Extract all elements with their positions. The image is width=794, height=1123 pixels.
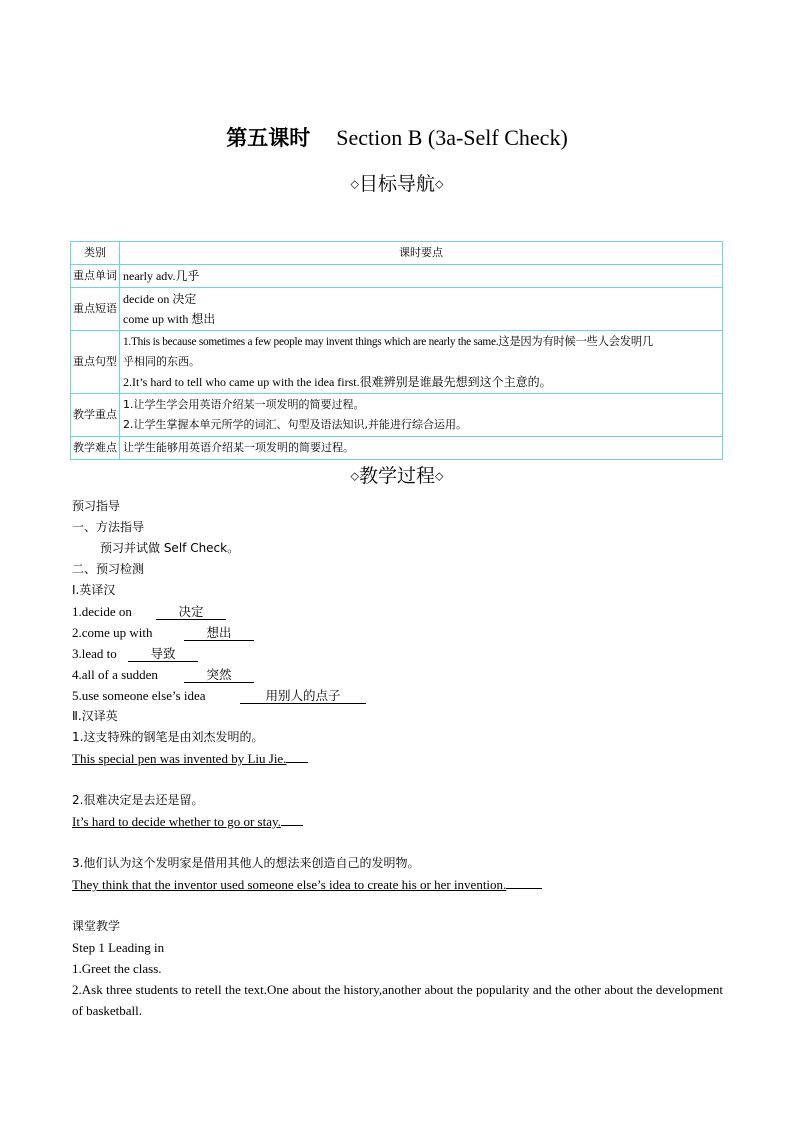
row-line: 让学生能够用英语介绍某一项发明的简要过程。 bbox=[123, 441, 354, 454]
spacer bbox=[72, 832, 723, 853]
check-heading: 二、预习检测 bbox=[72, 562, 145, 576]
translation-answer: It’s hard to decide whether to go or stay. bbox=[72, 814, 281, 829]
row-line: decide on 决定 bbox=[123, 292, 197, 306]
exercise-item bbox=[72, 685, 723, 706]
row-line: 1.让学生学会用英语介绍某一项发明的简要过程。 bbox=[123, 398, 365, 411]
answer-underline-pad bbox=[506, 877, 542, 892]
answer-underline-pad bbox=[286, 751, 308, 766]
objectives-table bbox=[70, 241, 723, 460]
page-title bbox=[0, 124, 794, 153]
exercise-question: 2.come up with bbox=[72, 625, 153, 640]
exercise-question: 3.lead to bbox=[72, 646, 117, 661]
answer-blank: 想出 bbox=[184, 625, 254, 641]
row-line: come up with 想出 bbox=[123, 312, 216, 326]
exercise-item bbox=[72, 622, 723, 643]
table-header-row bbox=[71, 242, 723, 265]
exercise-question: 4.all of a sudden bbox=[72, 667, 158, 682]
step-item: 1.Greet the class. bbox=[72, 961, 162, 976]
diamond-icon: ◇ bbox=[435, 177, 444, 191]
diamond-icon: ◇ bbox=[350, 177, 359, 191]
method-heading: 一、方法指导 bbox=[72, 520, 145, 534]
translation-answer-line bbox=[72, 874, 723, 895]
step-heading: Step 1 Leading in bbox=[72, 940, 165, 955]
row-content bbox=[120, 265, 723, 288]
header-content: 课时要点 bbox=[120, 242, 723, 265]
header-category: 类别 bbox=[71, 242, 120, 265]
row-content bbox=[120, 288, 723, 331]
section-heading-text: 教学过程 bbox=[358, 465, 435, 487]
section-heading-text: 目标导航 bbox=[358, 173, 435, 195]
table-row bbox=[71, 331, 723, 394]
answer-blank: 导致 bbox=[128, 646, 198, 662]
part2-heading: Ⅱ.汉译英 bbox=[72, 709, 118, 723]
part1-heading: Ⅰ.英译汉 bbox=[72, 583, 116, 597]
answer-blank: 用别人的点子 bbox=[240, 688, 366, 704]
title-chinese: 第五课时 bbox=[226, 126, 311, 150]
answer-blank: 突然 bbox=[184, 667, 254, 683]
diamond-icon: ◇ bbox=[350, 469, 359, 483]
row-line: 1.This is because sometimes a few people may invent things which are nearly the same.这是因为有时候一些人会发明几 bbox=[123, 336, 653, 348]
row-line: 乎相同的东西。 bbox=[123, 355, 200, 368]
exercise-question: 1.decide on bbox=[72, 604, 132, 619]
translation-answer: This special pen was invented by Liu Jie. bbox=[72, 751, 287, 766]
section-heading-objectives bbox=[0, 172, 794, 197]
table-row bbox=[71, 288, 723, 331]
exercise-item bbox=[72, 601, 723, 622]
translation-answer-line bbox=[72, 811, 723, 832]
translation-answer: They think that the inventor used someone else’s idea to create his or her invention. bbox=[72, 877, 507, 892]
table-row bbox=[71, 265, 723, 288]
table-row bbox=[71, 437, 723, 460]
section-heading-process bbox=[0, 464, 794, 489]
preview-heading: 预习指导 bbox=[72, 499, 121, 513]
translation-answer-line bbox=[72, 748, 723, 769]
row-category: 重点单词 bbox=[71, 265, 120, 288]
row-line: nearly adv.几乎 bbox=[123, 269, 200, 283]
answer-underline-pad bbox=[281, 814, 303, 829]
answer-blank: 决定 bbox=[156, 604, 226, 620]
class-heading: 课堂教学 bbox=[72, 919, 121, 933]
row-content bbox=[120, 331, 723, 394]
row-line: 2.让学生掌握本单元所学的词汇、句型及语法知识,并能进行综合运用。 bbox=[123, 418, 467, 431]
title-english: Section B (3a-Self Check) bbox=[336, 125, 568, 150]
exercise-question: 5.use someone else’s idea bbox=[72, 688, 206, 703]
diamond-icon: ◇ bbox=[435, 469, 444, 483]
table-row bbox=[71, 394, 723, 437]
translation-question: 3.他们认为这个发明家是借用其他人的想法来创造自己的发明物。 bbox=[72, 856, 420, 870]
translation-question: 2.很难决定是去还是留。 bbox=[72, 793, 204, 807]
row-line: 2.It’s hard to tell who came up with the idea first.很难辨别是谁最先想到这个主意的。 bbox=[123, 375, 552, 389]
spacer bbox=[72, 895, 723, 916]
row-content bbox=[120, 437, 723, 460]
row-category: 重点短语 bbox=[71, 288, 120, 331]
lesson-body bbox=[72, 496, 723, 1021]
exercise-item bbox=[72, 643, 723, 664]
row-category: 重点句型 bbox=[71, 331, 120, 394]
step-item: 2.Ask three students to retell the text.One about the history,another about the popularity and the other about the development of basketball. bbox=[72, 982, 723, 1018]
method-text: 预习并试做 Self Check。 bbox=[100, 541, 240, 555]
row-content bbox=[120, 394, 723, 437]
row-category: 教学重点 bbox=[71, 394, 120, 437]
spacer bbox=[72, 769, 723, 790]
row-category: 教学难点 bbox=[71, 437, 120, 460]
exercise-item bbox=[72, 664, 723, 685]
translation-question: 1.这支特殊的钢笔是由刘杰发明的。 bbox=[72, 730, 264, 744]
